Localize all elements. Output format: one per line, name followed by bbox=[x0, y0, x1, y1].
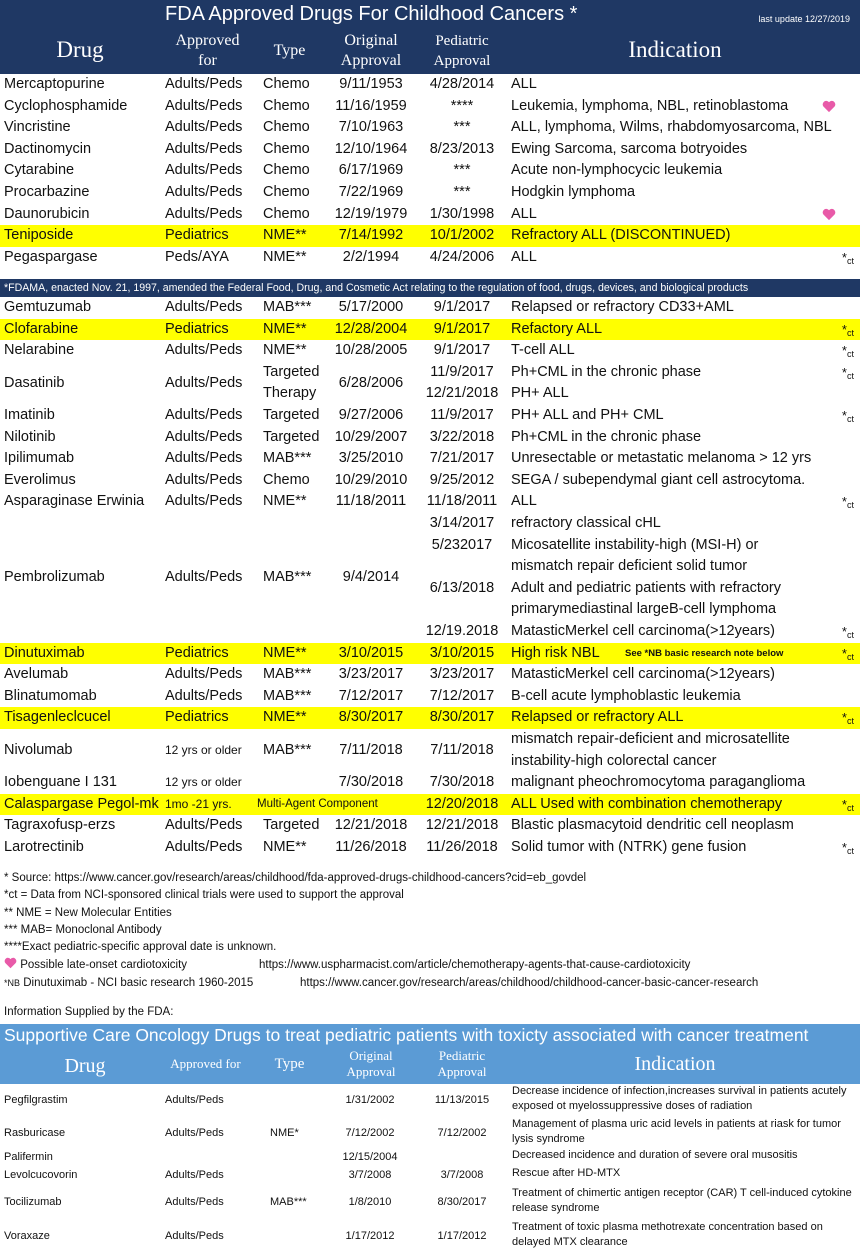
sc-col-indication: Indication bbox=[634, 1053, 716, 1075]
col-original-approval: Original Approval bbox=[340, 32, 402, 69]
drug-name: Imatinib bbox=[4, 407, 55, 423]
indication: B-cell acute lymphoblastic leukemia bbox=[511, 687, 741, 704]
approved-for: Adults/Peds bbox=[165, 471, 243, 488]
ct-marker: $*_{ct}$ bbox=[841, 249, 854, 266]
indication: MatasticMerkel cell carcinoma(>12years) bbox=[511, 623, 775, 639]
pediatric-approval: **** bbox=[450, 97, 474, 114]
note-ct: *ct = Data from NCI-sponsored clinical trials were used to support the approval bbox=[4, 889, 404, 901]
ct-marker: $*_{ct}$ bbox=[841, 796, 854, 813]
original-approval: 6/28/2006 bbox=[338, 374, 404, 391]
indication: SEGA / subependymal giant cell astrocytoma. bbox=[511, 471, 806, 488]
table-row bbox=[0, 117, 860, 139]
drug-type: NME** bbox=[263, 493, 307, 510]
original-approval: 12/10/1964 bbox=[334, 140, 408, 157]
drug-type: Chemo bbox=[263, 97, 310, 114]
pediatric-approval: 9/1/2017 bbox=[433, 299, 491, 315]
sc-col-original: Original Approval bbox=[346, 1048, 396, 1079]
drug-name: Cyclophosphamide bbox=[4, 97, 128, 114]
table-row bbox=[0, 837, 860, 859]
approved-for: Adults/Peds bbox=[165, 97, 243, 114]
drug-name: Blinatumomab bbox=[4, 687, 97, 704]
indication: ALL bbox=[511, 493, 537, 510]
drug-name: Mercaptopurine bbox=[4, 76, 105, 92]
original-approval: 12/15/2004 bbox=[342, 1151, 398, 1163]
drug-name: Vincristine bbox=[4, 119, 71, 136]
drug-name: Levolcucovorin bbox=[4, 1169, 78, 1181]
indication: Micosatellite instability-high (MSI-H) or bbox=[511, 536, 759, 553]
drug-type: NME* bbox=[270, 1126, 299, 1139]
approved-for: Adults/Peds bbox=[165, 493, 243, 510]
table-row bbox=[0, 297, 860, 319]
indication: ALL bbox=[511, 76, 537, 92]
table-row bbox=[0, 513, 860, 643]
drug-type: Chemo bbox=[263, 76, 310, 92]
original-approval: 11/18/2011 bbox=[335, 493, 407, 510]
drug-name: Clofarabine bbox=[4, 320, 79, 337]
table-row bbox=[0, 319, 860, 341]
original-approval: 9/11/1953 bbox=[339, 76, 403, 92]
table-row bbox=[0, 74, 860, 96]
drug-type: MAB*** bbox=[263, 299, 312, 315]
note-exact: ****Exact pediatric-specific approval date is unknown. bbox=[4, 941, 277, 953]
pediatric-approval: 11/26/2018 bbox=[426, 839, 498, 855]
indication: malignant pheochromocytoma paraganglioma bbox=[511, 774, 806, 791]
drug-type: Therapy bbox=[263, 385, 317, 402]
approved-for: Adults/Peds bbox=[165, 205, 243, 222]
drug-name: Tocilizumab bbox=[4, 1196, 62, 1208]
table-row bbox=[0, 1220, 860, 1252]
approved-for: Adults/Peds bbox=[165, 119, 243, 136]
col-type: Type bbox=[273, 42, 306, 59]
ct-marker: $*_{ct}$ bbox=[841, 321, 854, 338]
pediatric-approval: 11/9/2017 bbox=[430, 407, 494, 423]
indication: Blastic plasmacytoid dendritic cell neoplasm bbox=[511, 817, 794, 834]
table-row bbox=[0, 643, 860, 665]
drug-type: Multi-Agent Component bbox=[257, 797, 378, 810]
indication: primarymediastinal largeB-cell lymphoma bbox=[511, 601, 777, 618]
original-approval: 7/22/1969 bbox=[338, 184, 404, 200]
pediatric-approval: 7/12/2017 bbox=[429, 687, 495, 704]
table-row bbox=[0, 204, 860, 226]
col-indication: Indication bbox=[628, 37, 722, 62]
pediatric-approval: 7/12/2002 bbox=[437, 1126, 487, 1139]
drug-name: Voraxaze bbox=[4, 1230, 50, 1242]
pediatric-approval: 3/22/2018 bbox=[429, 428, 495, 445]
original-approval: 10/29/2007 bbox=[334, 428, 408, 445]
pediatric-approval: 3/14/2017 bbox=[429, 515, 495, 531]
drug-name: Cytarabine bbox=[4, 162, 75, 179]
indication: ALL Used with combination chemotherapy bbox=[511, 795, 783, 812]
table-row bbox=[0, 729, 860, 772]
original-approval: 1/8/2010 bbox=[348, 1196, 392, 1208]
pediatric-approval: 4/24/2006 bbox=[429, 248, 495, 265]
approved-for: Adults/Peds bbox=[165, 184, 243, 200]
ct-marker: $*_{ct}$ bbox=[841, 494, 854, 511]
approved-for: Adults/Peds bbox=[165, 162, 243, 179]
ct-marker: $*_{ct}$ bbox=[841, 343, 854, 360]
approved-for: Adults/Peds bbox=[165, 1196, 224, 1208]
table-row bbox=[0, 794, 860, 816]
pediatric-approval: 1/17/2012 bbox=[437, 1230, 487, 1242]
indication: Ph+CML in the chronic phase bbox=[511, 428, 702, 445]
pediatric-approval: 11/18/2011 bbox=[426, 493, 498, 510]
sc-col-pediatric: Pediatric Approval bbox=[437, 1048, 487, 1079]
pediatric-approval: *** bbox=[453, 184, 471, 200]
indication: Management of plasma uric acid levels in patients at riask for tumor lysis syndrome bbox=[512, 1118, 841, 1145]
col-approved-for: Approved for bbox=[175, 32, 240, 69]
original-approval: 3/25/2010 bbox=[338, 450, 404, 467]
drug-type: Chemo bbox=[263, 140, 310, 157]
approved-for: Adults/Peds bbox=[165, 1169, 224, 1181]
drug-name: Gemtuzumab bbox=[4, 299, 92, 315]
table-row bbox=[0, 448, 860, 470]
indication: Decreased incidence and duration of severe oral musositis bbox=[512, 1149, 798, 1161]
drug-name: Nelarabine bbox=[4, 342, 75, 359]
table-row bbox=[0, 225, 860, 247]
original-approval: 7/10/1963 bbox=[338, 119, 404, 136]
pediatric-approval: 8/30/2017 bbox=[429, 709, 495, 726]
table-row bbox=[0, 1166, 860, 1184]
table-row bbox=[0, 1148, 860, 1166]
approved-for: Adults/Peds bbox=[165, 140, 243, 157]
approved-for: Adults/Peds bbox=[165, 76, 243, 92]
drug-type: MAB*** bbox=[263, 450, 312, 467]
supportive-title: Supportive Care Oncology Drugs to treat pediatric patients with toxicty associated with cancer treatment bbox=[0, 1024, 860, 1046]
drug-type: NME** bbox=[263, 839, 307, 855]
original-approval: 7/30/2018 bbox=[338, 774, 404, 791]
original-approval: 7/14/1992 bbox=[338, 227, 404, 244]
indication: Adult and pediatric patients with refractory bbox=[511, 579, 781, 596]
indication: PH+ ALL bbox=[511, 385, 569, 402]
table-row bbox=[0, 664, 860, 686]
drug-type: MAB*** bbox=[263, 569, 312, 585]
sc-col-drug: Drug bbox=[64, 1055, 106, 1077]
note-source: * Source: https://www.cancer.gov/research/areas/childhood/fda-approved-drugs-childhood-cancers?cid=eb_govdel bbox=[4, 872, 587, 884]
pediatric-approval: 9/1/2017 bbox=[433, 342, 491, 359]
table-row bbox=[0, 96, 860, 118]
last-update: last update 12/27/2019 bbox=[758, 14, 850, 24]
pediatric-approval: 12/21/2018 bbox=[425, 817, 499, 834]
table-row bbox=[0, 1186, 860, 1218]
drug-name: Rasburicase bbox=[4, 1126, 66, 1139]
pediatric-approval: 9/1/2017 bbox=[433, 320, 491, 337]
pediatric-approval: 3/7/2008 bbox=[440, 1169, 484, 1181]
drug-name: Calaspargase Pegol-mk bbox=[4, 795, 159, 812]
pediatric-approval: 8/23/2013 bbox=[429, 140, 495, 157]
pediatric-approval: 7/21/2017 bbox=[429, 450, 495, 467]
indication: Solid tumor with (NTRK) gene fusion bbox=[511, 839, 747, 855]
approved-for: Adults/Peds bbox=[165, 817, 243, 834]
table-row bbox=[0, 405, 860, 427]
table-row bbox=[0, 427, 860, 449]
indication: Leukemia, lymphoma, NBL, retinoblastoma bbox=[511, 97, 789, 114]
pediatric-approval: 4/28/2014 bbox=[429, 76, 495, 92]
pediatric-approval: 12/20/2018 bbox=[425, 795, 499, 812]
original-approval: 12/28/2004 bbox=[334, 320, 408, 337]
drug-name: Larotrectinib bbox=[4, 839, 84, 855]
drug-type: Chemo bbox=[263, 205, 310, 222]
indication: instability-high colorectal cancer bbox=[511, 752, 717, 769]
table-row bbox=[0, 160, 860, 182]
col-drug: Drug bbox=[56, 37, 104, 62]
ct-marker: $*_{ct}$ bbox=[841, 710, 854, 727]
indication: Ph+CML in the chronic phase bbox=[511, 363, 702, 380]
pediatric-approval: 11/9/2017 bbox=[430, 363, 494, 380]
indication: Treatment of chimertic antigen receptor (CAR) T cell-induced cytokine release syndrome bbox=[512, 1187, 852, 1214]
approved-for: Adults/Peds bbox=[165, 342, 243, 359]
pediatric-approval: 6/13/2018 bbox=[429, 579, 495, 596]
note-cardio: Possible late-onset cardiotoxicity https://www.uspharmacist.com/article/chemotherapy-agents-that-cause-cardiotoxicity bbox=[4, 957, 187, 974]
table-row bbox=[0, 139, 860, 161]
note-mab: *** MAB= Monoclonal Antibody bbox=[4, 924, 162, 936]
table-row bbox=[0, 772, 860, 794]
drug-type: Chemo bbox=[263, 119, 310, 136]
original-approval: 7/12/2002 bbox=[345, 1126, 395, 1139]
approved-for: Pediatrics bbox=[165, 320, 229, 337]
pediatric-approval: *** bbox=[453, 119, 471, 136]
original-approval: 7/11/2018 bbox=[339, 741, 403, 758]
table-row bbox=[0, 815, 860, 837]
pediatric-approval: 9/25/2012 bbox=[429, 471, 495, 488]
original-approval: 1/17/2012 bbox=[345, 1230, 395, 1242]
sc-col-type: Type bbox=[274, 1056, 305, 1072]
ct-marker: $*_{ct}$ bbox=[841, 408, 854, 424]
ct-marker: $*_{ct}$ bbox=[841, 645, 854, 662]
pediatric-approval: 12/19.2018 bbox=[425, 623, 499, 639]
nb-link[interactable]: https://www.cancer.gov/research/areas/childhood/childhood-cancer-basic-cancer-research bbox=[300, 977, 759, 989]
drug-name: Avelumab bbox=[4, 666, 69, 683]
approved-for: 1mo -21 yrs. bbox=[165, 796, 232, 811]
pediatric-approval: 7/30/2018 bbox=[429, 774, 495, 791]
approved-for: Adults/Peds bbox=[165, 1230, 224, 1242]
drug-name: Iobenguane I 131 bbox=[4, 774, 117, 791]
table-row bbox=[0, 1117, 860, 1148]
indication: High risk NBL bbox=[511, 644, 600, 661]
indication: ALL bbox=[511, 248, 537, 265]
approved-for: 12 yrs or older bbox=[165, 742, 242, 757]
indication: Decrease incidence of infection,increases survival in patients acutely exposed ot myelossuppressive doses of radiation bbox=[512, 1085, 847, 1112]
indication: ALL, lymphoma, Wilms, rhabdomyosarcoma, NBL bbox=[511, 119, 832, 136]
ct-marker: $*_{ct}$ bbox=[841, 364, 854, 381]
indication: Ewing Sarcoma, sarcoma botryoides bbox=[511, 140, 748, 157]
indication: T-cell ALL bbox=[511, 342, 575, 359]
indication: Unresectable or metastatic melanoma > 12 yrs bbox=[511, 450, 812, 467]
heart-icon bbox=[822, 100, 836, 113]
approved-for: Adults/Peds bbox=[165, 839, 243, 855]
heart-icon bbox=[4, 957, 17, 969]
drug-type: NME** bbox=[263, 709, 307, 726]
original-approval: 3/10/2015 bbox=[338, 644, 404, 661]
table-row bbox=[0, 1084, 860, 1116]
drug-type: Chemo bbox=[263, 162, 310, 179]
drug-name: Dinutuximab bbox=[4, 644, 85, 661]
approved-for: Adults/Peds bbox=[165, 374, 243, 391]
drug-type: MAB*** bbox=[263, 741, 312, 758]
indication: Acute non-lymphocycic leukemia bbox=[511, 162, 723, 179]
indication: Refactory ALL bbox=[511, 320, 603, 337]
table-header bbox=[0, 0, 860, 74]
pediatric-approval: 5/232017 bbox=[431, 536, 493, 553]
drug-type: MAB*** bbox=[270, 1196, 307, 1208]
drug-name: Palifermin bbox=[4, 1151, 53, 1163]
approved-for: Pediatrics bbox=[165, 709, 229, 726]
original-approval: 1/31/2002 bbox=[345, 1094, 395, 1106]
drug-name: Nivolumab bbox=[4, 741, 73, 758]
drug-name: Ipilimumab bbox=[4, 450, 75, 467]
drug-type: Targeted bbox=[263, 817, 320, 834]
indication: mismatch repair deficient solid tumor bbox=[511, 558, 748, 575]
drug-type: Chemo bbox=[263, 184, 310, 200]
drug-type: NME** bbox=[263, 320, 307, 337]
drug-name: Tisagenleclcucel bbox=[4, 709, 111, 726]
supportive-header bbox=[0, 1046, 860, 1084]
research-note: See *NB basic research note below bbox=[625, 647, 784, 659]
pediatric-approval: 3/23/2017 bbox=[429, 666, 495, 683]
drug-type: MAB*** bbox=[263, 666, 312, 683]
drug-type: NME** bbox=[263, 644, 307, 661]
original-approval: 7/12/2017 bbox=[338, 687, 404, 704]
drug-type: NME** bbox=[263, 342, 307, 359]
table-row bbox=[0, 362, 860, 405]
ct-marker: $*_{ct}$ bbox=[841, 624, 854, 640]
sc-col-approved-for: Approved for bbox=[170, 1056, 241, 1071]
approved-for: Pediatrics bbox=[165, 227, 229, 244]
indication: Relapsed or refractory ALL bbox=[511, 709, 684, 726]
indication: mismatch repair-deficient and microsatellite bbox=[511, 731, 790, 747]
drug-name: Nilotinib bbox=[4, 428, 56, 445]
drug-type: Chemo bbox=[263, 471, 310, 488]
pediatric-approval: 3/10/2015 bbox=[429, 644, 495, 661]
approved-for: 12 yrs or older bbox=[165, 775, 242, 790]
note-nb: *NB Dinutuximab - NCI basic research 1960-2015 https://www.cancer.gov/research/areas/childhood/childhood-cancer-basic-cancer-research bbox=[4, 975, 253, 992]
pediatric-approval: 12/21/2018 bbox=[425, 385, 499, 402]
pediatric-approval: 10/1/2002 bbox=[429, 227, 495, 244]
indication: Refractory ALL (DISCONTINUED) bbox=[511, 227, 731, 244]
note-nme: ** NME = New Molecular Entities bbox=[4, 907, 172, 919]
approved-for: Adults/Peds bbox=[165, 687, 243, 704]
original-approval: 9/4/2014 bbox=[342, 569, 400, 585]
drug-name: Daunorubicin bbox=[4, 205, 90, 222]
drug-name: Dactinomycin bbox=[4, 140, 92, 157]
drug-type: Targeted bbox=[263, 407, 320, 423]
approved-for: Adults/Peds bbox=[165, 1126, 224, 1139]
approved-for: Adults/Peds bbox=[165, 569, 243, 585]
pediatric-approval: 1/30/1998 bbox=[429, 205, 495, 222]
drug-name: Asparaginase Erwinia bbox=[4, 493, 145, 510]
original-approval: 5/17/2000 bbox=[338, 299, 404, 315]
drug-type: MAB*** bbox=[263, 687, 312, 704]
drug-name: Procarbazine bbox=[4, 184, 90, 200]
original-approval: 9/27/2006 bbox=[338, 407, 404, 423]
drug-name: Pegaspargase bbox=[4, 248, 98, 265]
indication: ALL bbox=[511, 205, 537, 222]
original-approval: 3/7/2008 bbox=[348, 1169, 392, 1181]
drug-type: Targeted bbox=[263, 363, 320, 380]
indication: Rescue after HD-MTX bbox=[512, 1167, 621, 1179]
table-row bbox=[0, 491, 860, 513]
table-row bbox=[0, 470, 860, 492]
heart-icon bbox=[822, 208, 836, 221]
indication: Hodgkin lymphoma bbox=[511, 184, 636, 200]
original-approval: 6/17/1969 bbox=[338, 162, 404, 179]
pediatric-approval: *** bbox=[453, 162, 471, 179]
drug-type: NME** bbox=[263, 248, 307, 265]
approved-for: Pediatrics bbox=[165, 644, 229, 661]
table-row bbox=[0, 182, 860, 204]
drug-type: NME** bbox=[263, 227, 307, 244]
original-approval: 12/21/2018 bbox=[334, 817, 408, 834]
drug-name: Pegfilgrastim bbox=[4, 1094, 68, 1106]
approved-for: Adults/Peds bbox=[165, 666, 243, 683]
original-approval: 11/26/2018 bbox=[335, 839, 407, 855]
indication: Treatment of toxic plasma methotrexate concentration based on delayed MTX clearance bbox=[512, 1221, 823, 1248]
original-approval: 8/30/2017 bbox=[338, 709, 404, 726]
drug-name: Pembrolizumab bbox=[4, 569, 105, 585]
original-approval: 10/28/2005 bbox=[334, 342, 408, 359]
cardio-link[interactable]: https://www.uspharmacist.com/article/chemotherapy-agents-that-cause-cardiotoxicity bbox=[259, 959, 691, 971]
drug-type: Targeted bbox=[263, 428, 320, 445]
drug-name: Dasatinib bbox=[4, 374, 65, 391]
pediatric-approval: 7/11/2018 bbox=[430, 741, 494, 758]
drug-name: Tagraxofusp-erzs bbox=[4, 817, 116, 834]
indication: PH+ ALL and PH+ CML bbox=[511, 407, 664, 423]
table-row bbox=[0, 340, 860, 362]
indication: Relapsed or refractory CD33+AML bbox=[511, 299, 734, 315]
indication: MatasticMerkel cell carcinoma(>12years) bbox=[511, 666, 775, 683]
approved-for: Adults/Peds bbox=[165, 299, 243, 315]
approved-for: Adults/Peds bbox=[165, 450, 243, 467]
table-row bbox=[0, 707, 860, 729]
page-title: FDA Approved Drugs For Childhood Cancers * bbox=[165, 3, 578, 25]
note-fda: Information Supplied by the FDA: bbox=[4, 1006, 174, 1018]
pediatric-approval: 8/30/2017 bbox=[437, 1196, 487, 1208]
ct-marker: $*_{ct}$ bbox=[841, 840, 854, 856]
original-approval: 12/19/1979 bbox=[334, 205, 408, 222]
fdama-note: *FDAMA, enacted Nov. 21, 1997, amended the Federal Food, Drug, and Cosmetic Act relating to the regulation of food, drugs, devices, and biological products bbox=[0, 279, 860, 297]
approved-for: Adults/Peds bbox=[165, 1094, 224, 1106]
original-approval: 11/16/1959 bbox=[335, 97, 407, 114]
pediatric-approval: 11/13/2015 bbox=[434, 1094, 490, 1106]
table-row bbox=[0, 686, 860, 708]
approved-for: Adults/Peds bbox=[165, 428, 243, 445]
approved-for: Peds/AYA bbox=[165, 248, 229, 265]
drug-name: Teniposide bbox=[4, 227, 74, 244]
approved-for: Adults/Peds bbox=[165, 407, 243, 423]
drug-name: Everolimus bbox=[4, 471, 76, 488]
original-approval: 10/29/2010 bbox=[334, 471, 408, 488]
indication: refractory classical cHL bbox=[511, 515, 661, 531]
original-approval: 2/2/1994 bbox=[342, 248, 400, 265]
original-approval: 3/23/2017 bbox=[338, 666, 404, 683]
col-pediatric-approval: Pediatric Approval bbox=[433, 33, 491, 69]
table-row bbox=[0, 247, 860, 269]
